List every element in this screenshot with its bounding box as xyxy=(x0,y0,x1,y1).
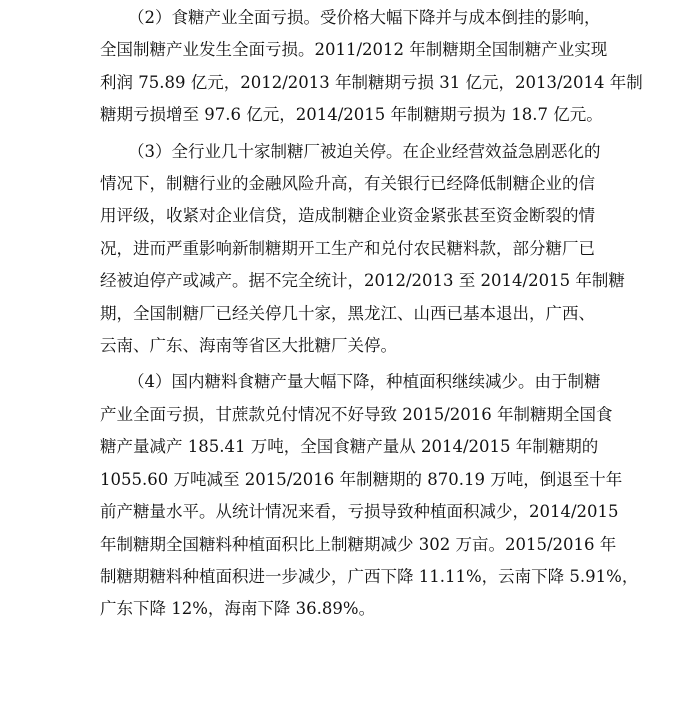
text-line: （4）国内糖料食糖产量大幅下降，种植面积继续减少。由于制糖 xyxy=(128,372,601,392)
text-line: 期，全国制糖厂已经关停几十家，黑龙江、山西已基本退出，广西、 xyxy=(100,303,595,323)
text-line: 制糖期糖料种植面积进一步减少，广西下降 11.11%，云南下降 5.91%， xyxy=(100,566,639,586)
text-line: 糖期亏损增至 97.6 亿元，2014/2015 年制糖期亏损为 18.7 亿元。 xyxy=(100,105,603,125)
text-line: 全国制糖产业发生全面亏损。2011/2012 年制糖期全国制糖产业实现 xyxy=(100,40,608,60)
text-line: 前产糖量水平。从统计情况来看，亏损导致种植面积减少，2014/2015 xyxy=(100,502,619,522)
text-line: 1055.60 万吨减至 2015/2016 年制糖期的 870.19 万吨，倒退至十年 xyxy=(100,469,623,489)
text-line: 糖产量减产 185.41 万吨，全国食糖产量从 2014/2015 年制糖期的 xyxy=(100,437,599,457)
text-line: 用评级，收紧对企业信贷，造成制糖企业资金紧张甚至资金断裂的情 xyxy=(100,206,595,226)
paragraph-output-decline xyxy=(100,366,639,625)
text-line: 广东下降 12%，海南下降 36.89%。 xyxy=(100,599,376,619)
text-line: 年制糖期全国糖料种植面积比上制糖期减少 302 万亩。2015/2016 年 xyxy=(100,534,617,554)
text-line: 经被迫停产或减产。据不完全统计，2012/2013 至 2014/2015 年制糖 xyxy=(100,271,625,291)
text-line: （3）全行业几十家制糖厂被迫关停。在企业经营效益急剧恶化的 xyxy=(128,141,601,161)
text-line: 况，进而严重影响新制糖期开工生产和兑付农民糖料款，部分糖厂已 xyxy=(100,238,595,258)
text-line: （2）食糖产业全面亏损。受价格大幅下降并与成本倒挂的影响， xyxy=(128,8,601,27)
paragraph-sugar-industry-losses xyxy=(100,2,643,132)
text-line: 情况下，制糖行业的金融风险升高，有关银行已经降低制糖企业的信 xyxy=(100,174,595,194)
text-line: 云南、广东、海南等省区大批糖厂关停。 xyxy=(100,336,397,356)
paragraph-sugar-mills-closed xyxy=(100,136,625,363)
text-line: 产业全面亏损，甘蔗款兑付情况不好导致 2015/2016 年制糖期全国食 xyxy=(100,404,613,424)
text-line: 利润 75.89 亿元，2012/2013 年制糖期亏损 31 亿元，2013/2014 年制 xyxy=(100,72,643,92)
